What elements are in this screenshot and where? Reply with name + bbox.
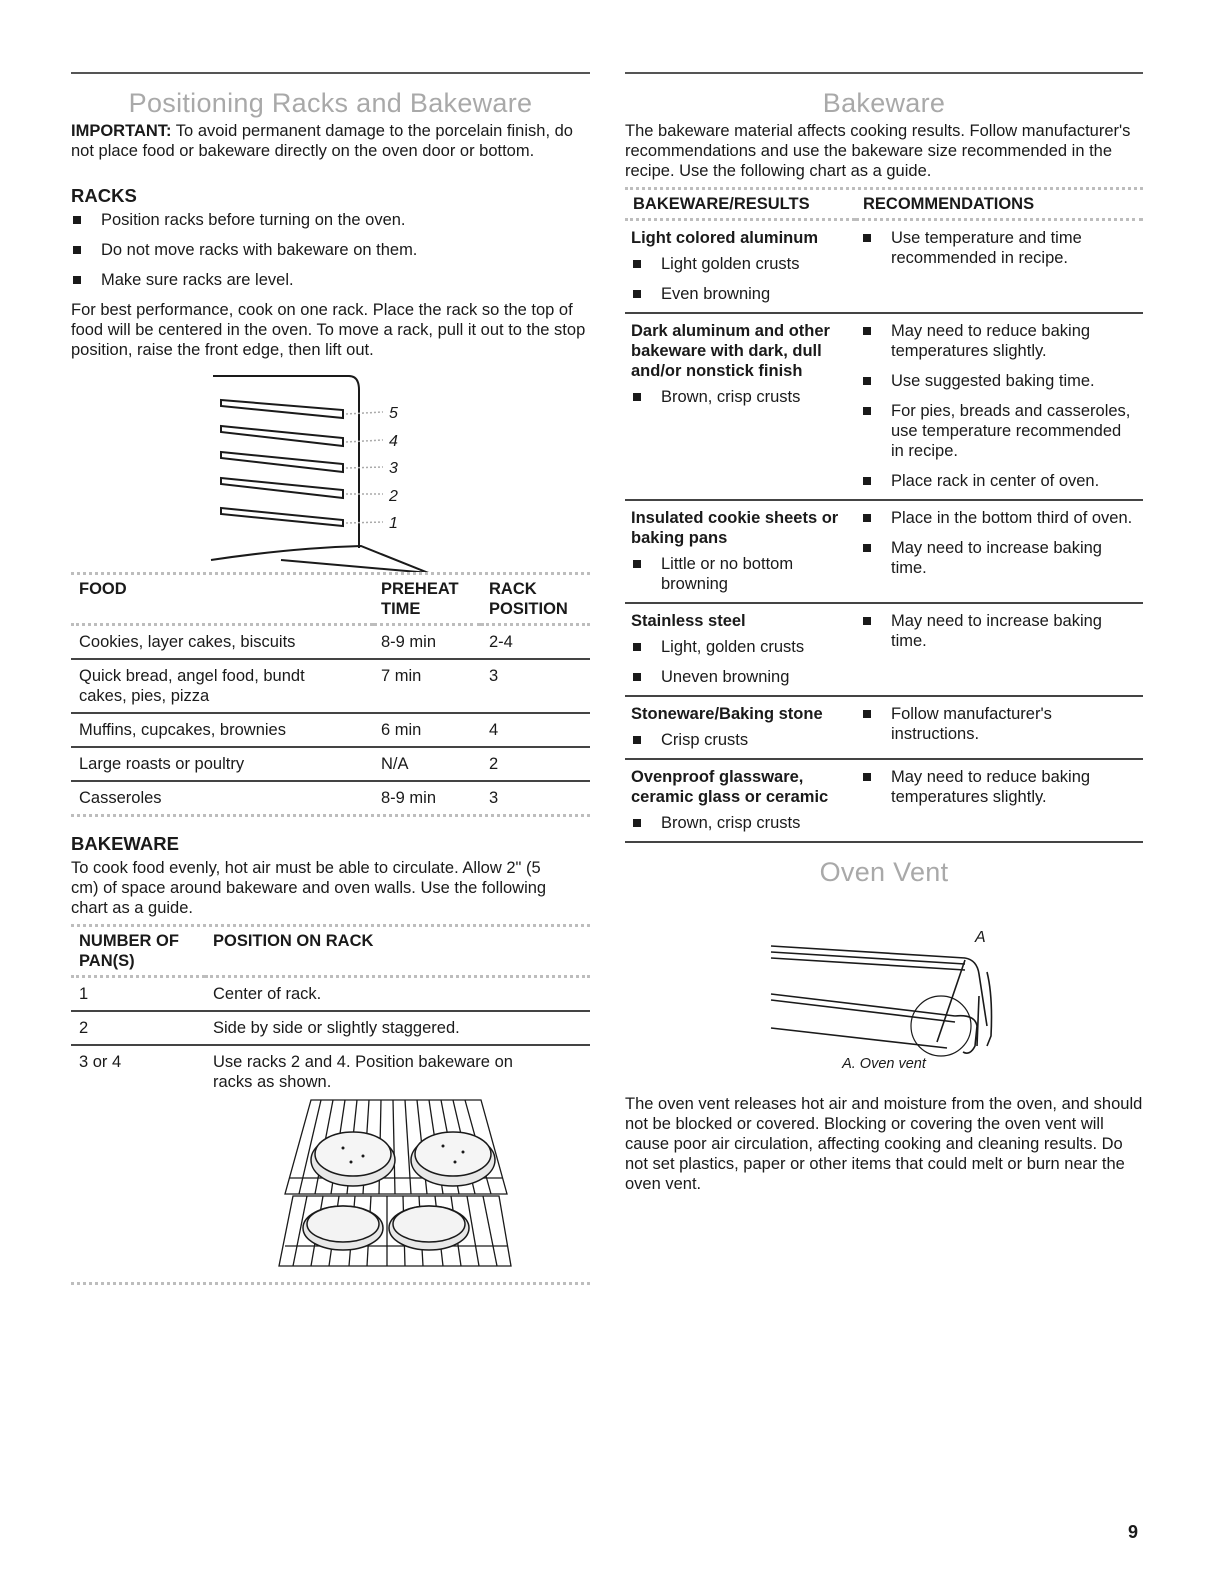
racks-list: [71, 210, 590, 290]
bakeware-name: Insulated cookie sheets or baking pans: [631, 509, 839, 547]
column-header: RACK POSITION: [481, 575, 590, 625]
recommendation-item: May need to reduce baking temperatures slightly.: [861, 767, 1137, 807]
rack-5: [221, 400, 343, 418]
rack-1: [221, 508, 343, 526]
table-row: [625, 500, 1143, 603]
section-title-positioning: Positioning Racks and Bakeware: [128, 88, 533, 118]
vent-paragraph: The oven vent releases hot air and moisture from the oven, and should not be blocked or covered. Blocking or covering the oven vent will cause poor air circulation, affecting cooking and cleaning results. Do not set plastics, paper or other items that could melt or burn near the oven vent.: [625, 1095, 1143, 1193]
bakeware-name: Stoneware/Baking stone: [631, 705, 823, 723]
column-header: BAKEWARE/RESULTS: [625, 190, 855, 220]
table-row: [625, 759, 1143, 841]
table-row: Quick bread, angel food, bundt cakes, pies, pizza 7 min 3: [71, 659, 590, 713]
left-column: [71, 72, 590, 1285]
table-row: 2 Side by side or slightly staggered.: [71, 1011, 590, 1045]
table-row: Muffins, cupcakes, brownies 6 min 4: [71, 713, 590, 747]
result-item: Light, golden crusts: [631, 637, 849, 657]
result-item: Brown, crisp crusts: [631, 387, 849, 407]
result-item: Little or no bottom browning: [631, 554, 849, 594]
result-item: Light golden crusts: [631, 254, 849, 274]
recommendation-item: Place rack in center of oven.: [861, 471, 1137, 491]
recommendation-item: Use temperature and time recommended in recipe.: [861, 228, 1137, 268]
bakeware-name: Stainless steel: [631, 612, 746, 630]
rack-3: [221, 452, 343, 472]
recommendation-item: Follow manufacturer's instructions.: [861, 704, 1137, 744]
column-header: PREHEAT TIME: [373, 575, 481, 625]
list-item: Do not move racks with bakeware on them.: [71, 240, 590, 260]
result-item: Uneven browning: [631, 667, 849, 687]
bakeware-name: Light colored aluminum: [631, 229, 819, 247]
recommendation-item: For pies, breads and casseroles, use temperature recommended in recipe.: [861, 401, 1137, 461]
table-row: [625, 220, 1143, 314]
column-header: NUMBER OF PAN(S): [71, 927, 205, 977]
bakeware-intro: The bakeware material affects cooking results. Follow manufacturer's recommendations and use the bakeware size recommended in the recipe. Use the following chart as a guide.: [625, 122, 1131, 180]
column-header: POSITION ON RACK: [205, 927, 590, 977]
vent-caption: A. Oven vent: [842, 1056, 926, 1072]
table-row: 1 Center of rack.: [71, 977, 590, 1012]
rack-label: 2: [389, 488, 398, 505]
oven-vent-diagram: [625, 896, 1143, 1086]
rack-label: 3: [389, 460, 398, 477]
racks-heading: RACKS: [71, 185, 137, 206]
rack-label: 5: [389, 405, 398, 422]
recommendation-item: May need to increase baking time.: [861, 538, 1137, 578]
rack-4: [221, 426, 343, 446]
result-item: Even browning: [631, 284, 849, 304]
section-title-bakeware: Bakeware: [822, 88, 946, 118]
bakeware-heading: BAKEWARE: [71, 833, 179, 854]
right-column: [625, 72, 1143, 1194]
section-title-oven-vent: Oven Vent: [819, 857, 949, 887]
rack-2: [221, 478, 343, 498]
pan-arrangement-diagram: [71, 1096, 590, 1276]
recommendation-item: May need to reduce baking temperatures slightly.: [861, 321, 1137, 361]
table-row: [625, 603, 1143, 696]
bakeware-table: [625, 190, 1143, 841]
racks-paragraph: For best performance, cook on one rack. Place the rack so the top of food will be centered in the oven. To move a rack, pull it out to the stop position, raise the front edge, then lift out.: [71, 301, 586, 359]
table-row: Cookies, layer cakes, biscuits 8-9 min 2-4: [71, 625, 590, 660]
rack-positions-diagram: [71, 360, 590, 572]
recommendation-item: Use suggested baking time.: [861, 371, 1137, 391]
vent-label: A: [975, 929, 986, 946]
table-row: Casseroles 8-9 min 3: [79, 789, 499, 807]
rack-label: 1: [389, 515, 398, 532]
page-number: 9: [1128, 1522, 1139, 1542]
table-row: [625, 313, 1143, 500]
rack-label: 4: [389, 433, 398, 450]
column-header: FOOD: [71, 575, 373, 625]
table-row: [625, 696, 1143, 759]
table-row: Large roasts or poultry N/A 2: [71, 747, 590, 781]
column-header: RECOMMENDATIONS: [855, 190, 1143, 220]
table-row: 3 or 4 Use racks 2 and 4. Position bakeware on racks as shown.: [79, 1053, 513, 1091]
bakeware-paragraph: To cook food evenly, hot air must be able to circulate. Allow 2" (5 cm) of space around bakeware and oven walls. Use the following chart as a guide.: [71, 859, 547, 917]
bakeware-name: Ovenproof glassware, ceramic glass or ceramic: [631, 768, 829, 806]
top-rule: [71, 72, 590, 74]
list-item: Position racks before turning on the oven.: [71, 210, 590, 230]
bakeware-name: Dark aluminum and other bakeware with dark, dull and/or nonstick finish: [631, 322, 830, 380]
result-item: Brown, crisp crusts: [631, 813, 849, 833]
important-note: IMPORTANT: To avoid permanent damage to the porcelain finish, do not place food or bakeware directly on the oven door or bottom.: [71, 122, 573, 160]
top-rule: [625, 72, 1143, 74]
result-item: Crisp crusts: [631, 730, 849, 750]
recommendation-item: Place in the bottom third of oven.: [861, 508, 1137, 528]
food-rack-table: [71, 575, 590, 814]
list-item: Make sure racks are level.: [71, 270, 590, 290]
pan-position-table: [71, 927, 590, 1098]
recommendation-item: May need to increase baking time.: [861, 611, 1137, 651]
